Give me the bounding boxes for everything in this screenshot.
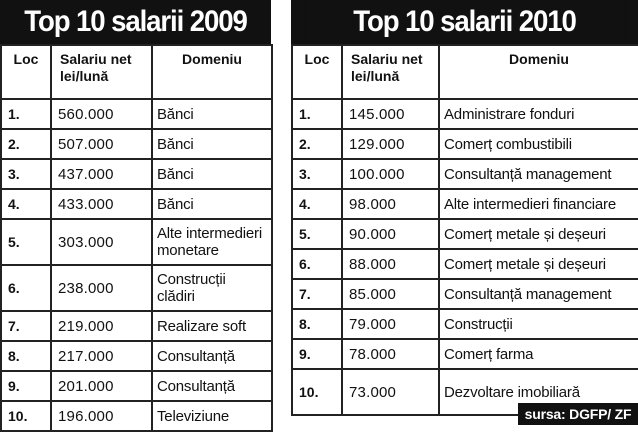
table-row (1, 219, 272, 265)
salary-cell: 88.000 (342, 249, 439, 279)
table-row (1, 401, 272, 431)
salary-cell: 79.000 (342, 309, 439, 339)
table-row (292, 249, 638, 279)
rank-cell: 1. (292, 99, 342, 129)
table-row (1, 99, 272, 129)
table-row (292, 309, 638, 339)
rank-cell: 5. (292, 219, 342, 249)
domain-cell: Dezvoltare imobiliară (439, 369, 638, 415)
rank-cell: 7. (292, 279, 342, 309)
domain-cell: Comerț combustibili (439, 129, 638, 159)
table-row (1, 129, 272, 159)
salary-cell: 219.000 (51, 311, 152, 341)
title-bar-2010 (291, 0, 638, 44)
salary-cell: 78.000 (342, 339, 439, 369)
salary-cell: 507.000 (51, 129, 152, 159)
domain-cell: Realizare soft (152, 311, 272, 341)
header-loc: Loc (292, 45, 342, 99)
header-loc: Loc (1, 45, 51, 99)
rank-cell: 5. (1, 219, 51, 265)
table-row (1, 159, 272, 189)
salary-table-2010 (291, 44, 638, 416)
domain-cell: Construcții clădiri (152, 265, 272, 311)
domain-cell: Comerț farma (439, 339, 638, 369)
table-row (1, 189, 272, 219)
rank-cell: 10. (1, 401, 51, 431)
table-row (1, 341, 272, 371)
domain-cell: Comerț metale și deșeuri (439, 219, 638, 249)
domain-cell: Alte intermedieri monetare (152, 219, 272, 265)
salary-cell: 98.000 (342, 189, 439, 219)
rank-cell: 10. (292, 369, 342, 415)
rank-cell: 2. (1, 129, 51, 159)
table-2010-panel (291, 0, 638, 416)
domain-cell: Comerț metale și deșeuri (439, 249, 638, 279)
source-label: sursa: DGFP/ ZF (518, 403, 638, 425)
domain-cell: Consultanță (152, 341, 272, 371)
rank-cell: 4. (1, 189, 51, 219)
rank-cell: 2. (292, 129, 342, 159)
domain-cell: Consultanță management (439, 159, 638, 189)
domain-cell: Alte intermedieri financiare (439, 189, 638, 219)
rank-cell: 6. (292, 249, 342, 279)
table-row (292, 159, 638, 189)
table-header-row (292, 45, 638, 99)
table-row (292, 279, 638, 309)
domain-cell: Bănci (152, 129, 272, 159)
salary-cell: 100.000 (342, 159, 439, 189)
salary-cell: 196.000 (51, 401, 152, 431)
domain-cell: Consultanță (152, 371, 272, 401)
domain-cell: Administrare fonduri (439, 99, 638, 129)
salary-cell: 238.000 (51, 265, 152, 311)
salary-cell: 303.000 (51, 219, 152, 265)
rank-cell: 3. (1, 159, 51, 189)
salary-cell: 145.000 (342, 99, 439, 129)
table-row (292, 129, 638, 159)
table-row (1, 371, 272, 401)
rank-cell: 3. (292, 159, 342, 189)
domain-cell: Construcții (439, 309, 638, 339)
domain-cell: Bănci (152, 99, 272, 129)
rank-cell: 6. (1, 265, 51, 311)
table-row (292, 189, 638, 219)
table-row (292, 219, 638, 249)
domain-cell: Consultanță management (439, 279, 638, 309)
salary-cell: 85.000 (342, 279, 439, 309)
domain-cell: Bănci (152, 159, 272, 189)
salary-cell: 560.000 (51, 99, 152, 129)
table-row (1, 265, 272, 311)
salary-cell: 433.000 (51, 189, 152, 219)
salary-cell: 90.000 (342, 219, 439, 249)
rank-cell: 9. (292, 339, 342, 369)
header-salary: Salariu net lei/lună (51, 45, 152, 99)
salary-cell: 437.000 (51, 159, 152, 189)
header-domain: Domeniu (152, 45, 272, 99)
rank-cell: 7. (1, 311, 51, 341)
table-row (292, 99, 638, 129)
salary-cell: 73.000 (342, 369, 439, 415)
table-row (292, 339, 638, 369)
table-row (1, 311, 272, 341)
rank-cell: 8. (292, 309, 342, 339)
title-bar-2009 (0, 0, 271, 44)
title-2010: Top 10 salarii 2010 (305, 0, 624, 44)
header-salary: Salariu net lei/lună (342, 45, 439, 99)
salary-cell: 129.000 (342, 129, 439, 159)
table-2009-panel (0, 0, 271, 432)
rank-cell: 4. (292, 189, 342, 219)
salary-cell: 217.000 (51, 341, 152, 371)
rank-cell: 1. (1, 99, 51, 129)
header-domain: Domeniu (439, 45, 638, 99)
domain-cell: Televiziune (152, 401, 272, 431)
rank-cell: 9. (1, 371, 51, 401)
rank-cell: 8. (1, 341, 51, 371)
title-2009: Top 10 salarii 2009 (11, 0, 260, 44)
salary-table-2009 (0, 44, 273, 432)
domain-cell: Bănci (152, 189, 272, 219)
salary-cell: 201.000 (51, 371, 152, 401)
table-header-row (1, 45, 272, 99)
